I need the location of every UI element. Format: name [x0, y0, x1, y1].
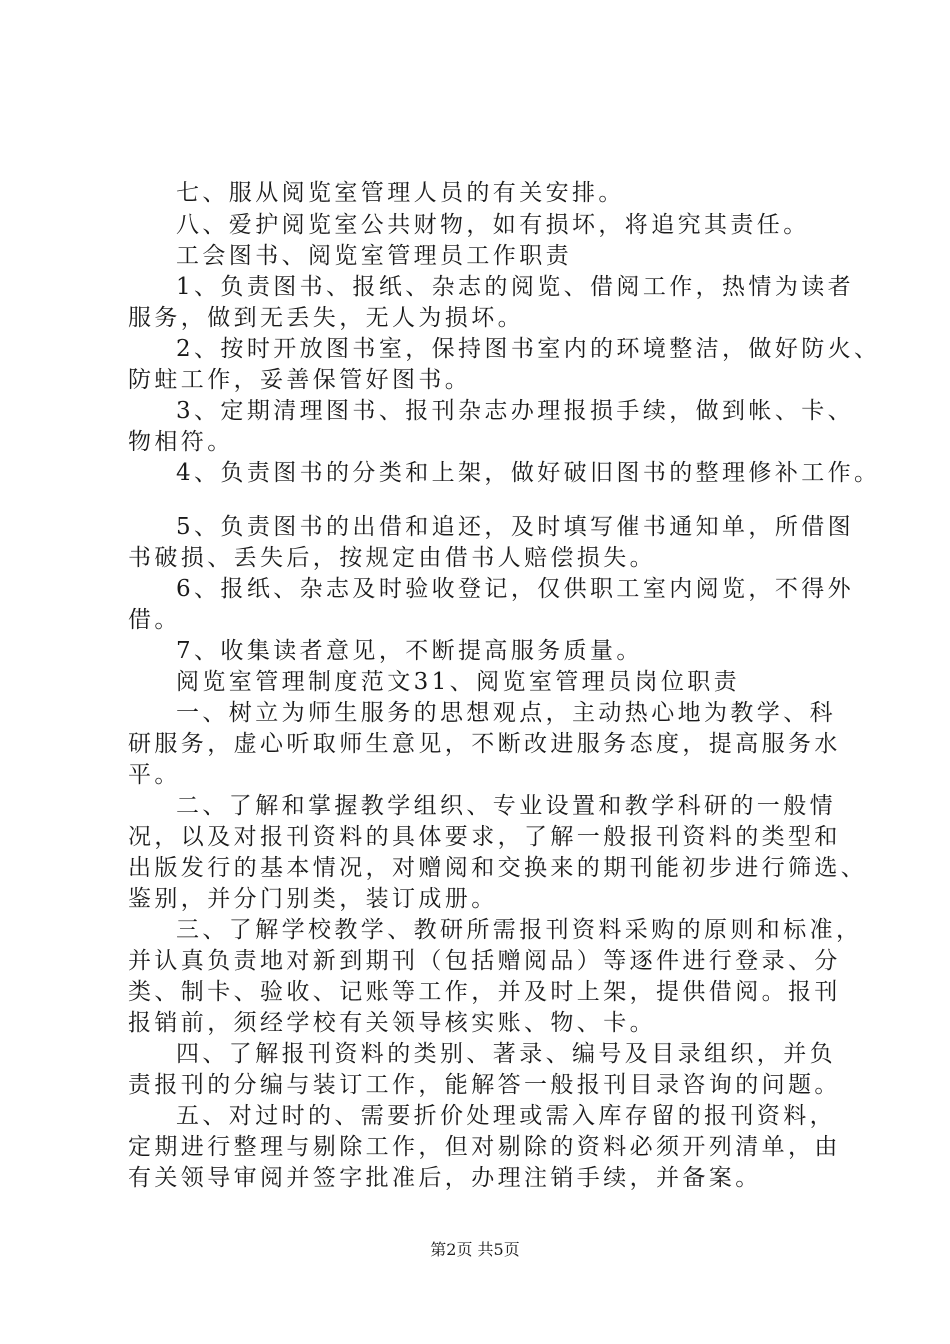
text-line: 出版发行的基本情况，对赠阅和交换来的期刊能初步进行筛选、: [128, 855, 868, 881]
text-line: 书破损、丢失后，按规定由借书人赔偿损失。: [128, 545, 656, 571]
text-line: 研服务，虚心听取师生意见，不断改进服务态度，提高服务水: [128, 731, 841, 757]
text-line: 5、负责图书的出借和追还，及时填写催书通知单，所借图: [176, 514, 855, 540]
text-line: 7、收集读者意见，不断提高服务质量。: [176, 638, 643, 664]
text-line: 责报刊的分编与装订工作，能解答一般报刊目录咨询的问题。: [128, 1072, 841, 1098]
page-number-footer: 第2页 共5页: [430, 1240, 520, 1259]
section-heading: 工会图书、阅览室管理员工作职责: [176, 243, 572, 269]
text-line: 平。: [128, 762, 181, 788]
text-line: 有关领导审阅并签字批准后，办理注销手续，并备案。: [128, 1165, 762, 1191]
text-line: 定期进行整理与剔除工作，但对剔除的资料必须开列清单，由: [128, 1134, 841, 1160]
text-line: 防蛀工作，妥善保管好图书。: [128, 367, 472, 393]
text-line: 服务，做到无丢失，无人为损坏。: [128, 305, 524, 331]
text-line: 三、了解学校教学、教研所需报刊资料采购的原则和标准，: [176, 917, 863, 943]
text-line: 1、负责图书、报纸、杂志的阅览、借阅工作，热情为读者: [176, 274, 855, 300]
text-line: 七、服从阅览室管理人员的有关安排。: [176, 180, 625, 206]
text-line: 二、了解和掌握教学组织、专业设置和教学科研的一般情: [176, 793, 836, 819]
text-line: 3、定期清理图书、报刊杂志办理报损手续，做到帐、卡、: [176, 398, 855, 424]
text-line: 况，以及对报刊资料的具体要求，了解一般报刊资料的类型和: [128, 824, 841, 850]
text-line: 物相符。: [128, 429, 234, 455]
text-line: 四、了解报刊资料的类别、著录、编号及目录组织，并负: [176, 1041, 836, 1067]
text-line: 八、爱护阅览室公共财物，如有损坏，将追究其责任。: [176, 212, 810, 238]
text-line: 五、对过时的、需要折价处理或需入库存留的报刊资料，: [176, 1103, 836, 1129]
text-line: 并认真负责地对新到期刊（包括赠阅品）等逐件进行登录、分: [128, 948, 841, 974]
text-line: 鉴别，并分门别类，装订成册。: [128, 886, 498, 912]
text-line: 报销前，须经学校有关领导核实账、物、卡。: [128, 1010, 656, 1036]
text-line: 2、按时开放图书室，保持图书室内的环境整洁，做好防火、: [176, 336, 881, 362]
text-line: 6、报纸、杂志及时验收登记，仅供职工室内阅览，不得外: [176, 576, 855, 602]
text-line: 4、负责图书的分类和上架，做好破旧图书的整理修补工作。: [176, 460, 881, 486]
text-line: 一、树立为师生服务的思想观点，主动热心地为教学、科: [176, 700, 836, 726]
text-line: 借。: [128, 607, 181, 633]
text-line: 类、制卡、验收、记账等工作，并及时上架，提供借阅。报刊: [128, 979, 841, 1005]
section-heading: 阅览室管理制度范文31、阅览室管理员岗位职责: [176, 669, 741, 695]
